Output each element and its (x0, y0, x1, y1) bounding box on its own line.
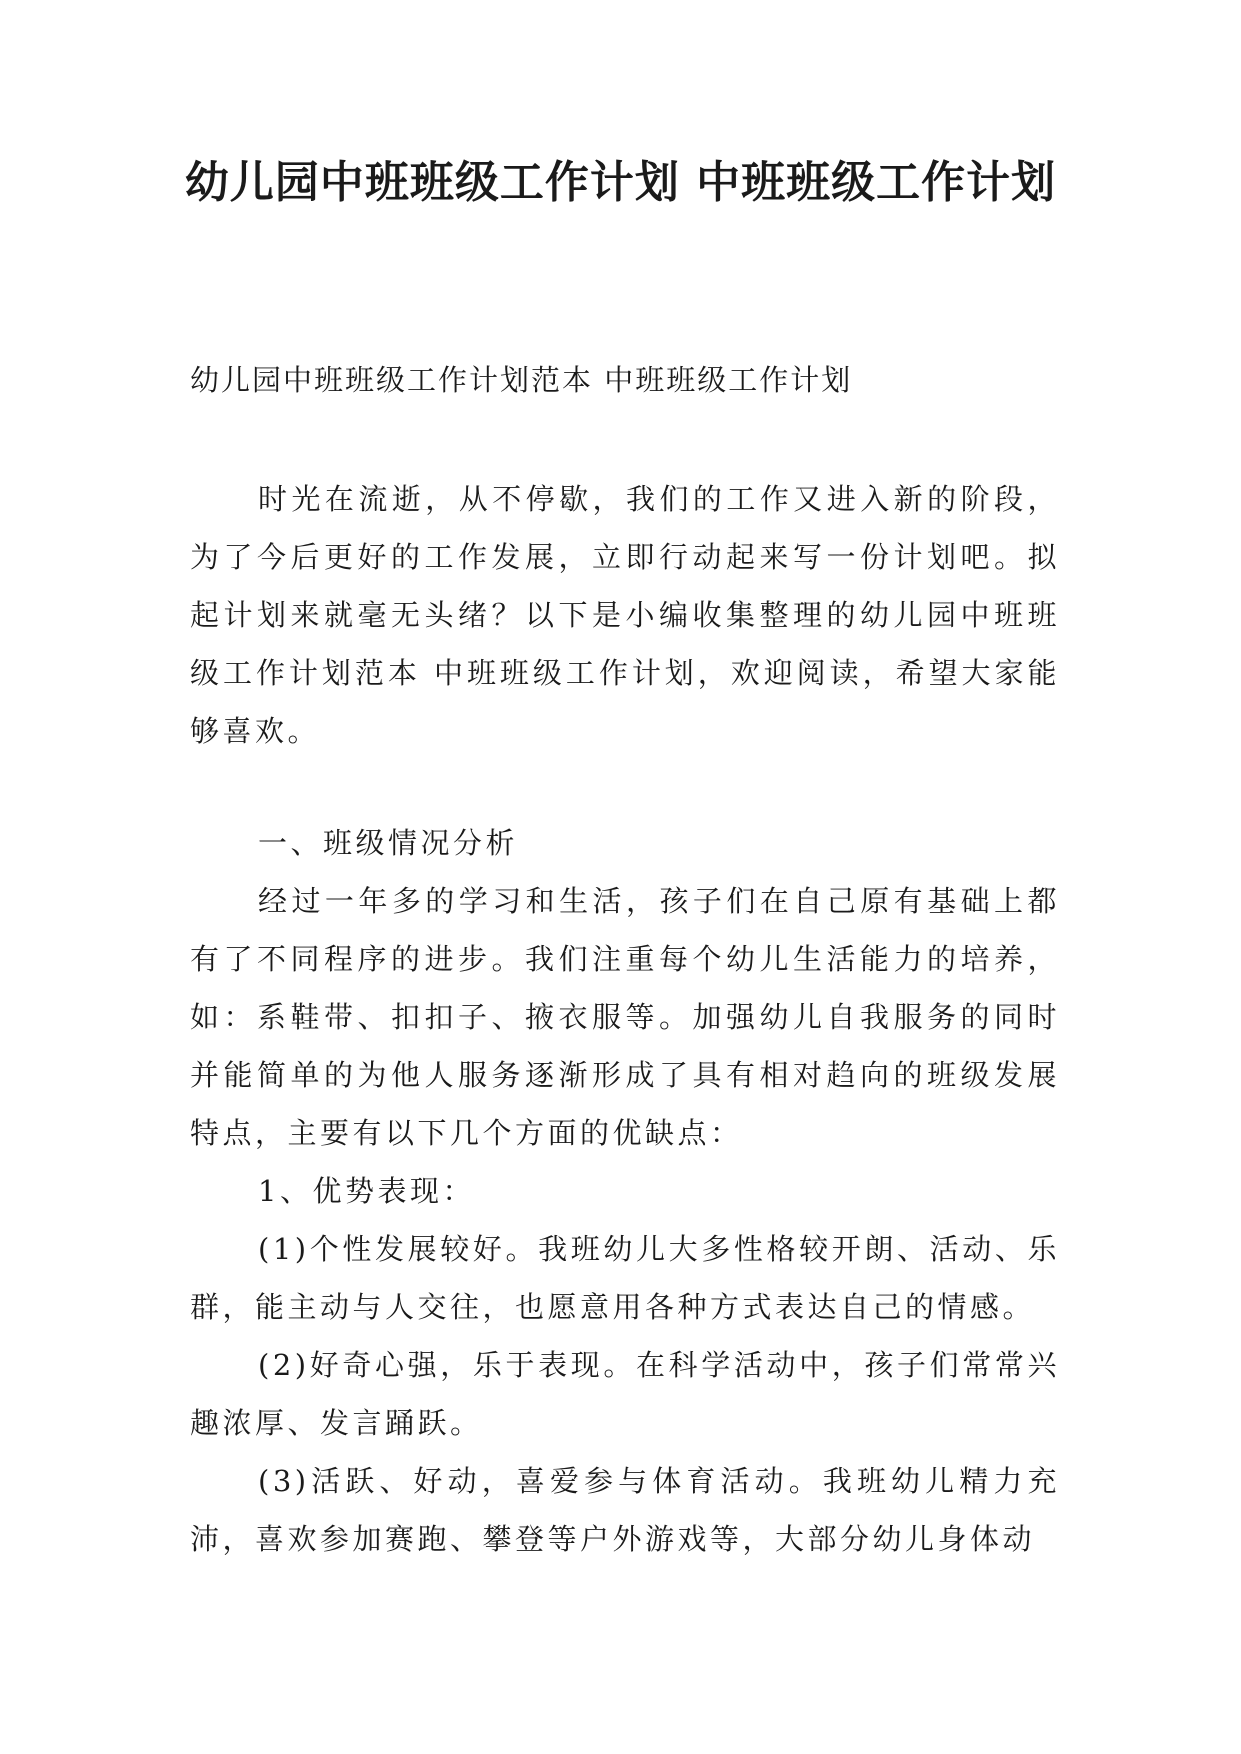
intro-paragraph: 时光在流逝，从不停歇，我们的工作又进入新的阶段，为了今后更好的工作发展，立即行动起来写一份计划吧。拟起计划来就毫无头绪？以下是小编收集整理的幼儿园中班班级工作计划范本 中班班级工作计划，欢迎阅读，希望大家能够喜欢。 (190, 482, 1060, 748)
intro-block (190, 470, 1060, 760)
point-item: (1)个性发展较好。我班幼儿大多性格较开朗、活动、乐群，能主动与人交往，也愿意用各种方式表达自己的情感。 (190, 1232, 1060, 1324)
section-paragraph: 经过一年多的学习和生活，孩子们在自己原有基础上都有了不同程序的进步。我们注重每个幼儿生活能力的培养，如：系鞋带、扣扣子、掖衣服等。加强幼儿自我服务的同时并能简单的为他人服务逐渐形成了具有相对趋向的班级发展特点，主要有以下几个方面的优缺点： (190, 884, 1060, 1150)
document-subtitle: 幼儿园中班班级工作计划范本 中班班级工作计划 (190, 363, 853, 397)
point-item: (3)活跃、好动，喜爱参与体育活动。我班幼儿精力充沛，喜欢参加赛跑、攀登等户外游戏等，大部分幼儿身体动 (190, 1464, 1060, 1556)
point-item: (2)好奇心强，乐于表现。在科学活动中，孩子们常常兴趣浓厚、发言踊跃。 (190, 1348, 1060, 1440)
document-title: 幼儿园中班班级工作计划 中班班级工作计划 (184, 157, 1057, 208)
sub-heading: 1、优势表现： (258, 1174, 475, 1208)
section-heading: 一、班级情况分析 (258, 826, 519, 860)
section-block (190, 814, 1060, 1568)
